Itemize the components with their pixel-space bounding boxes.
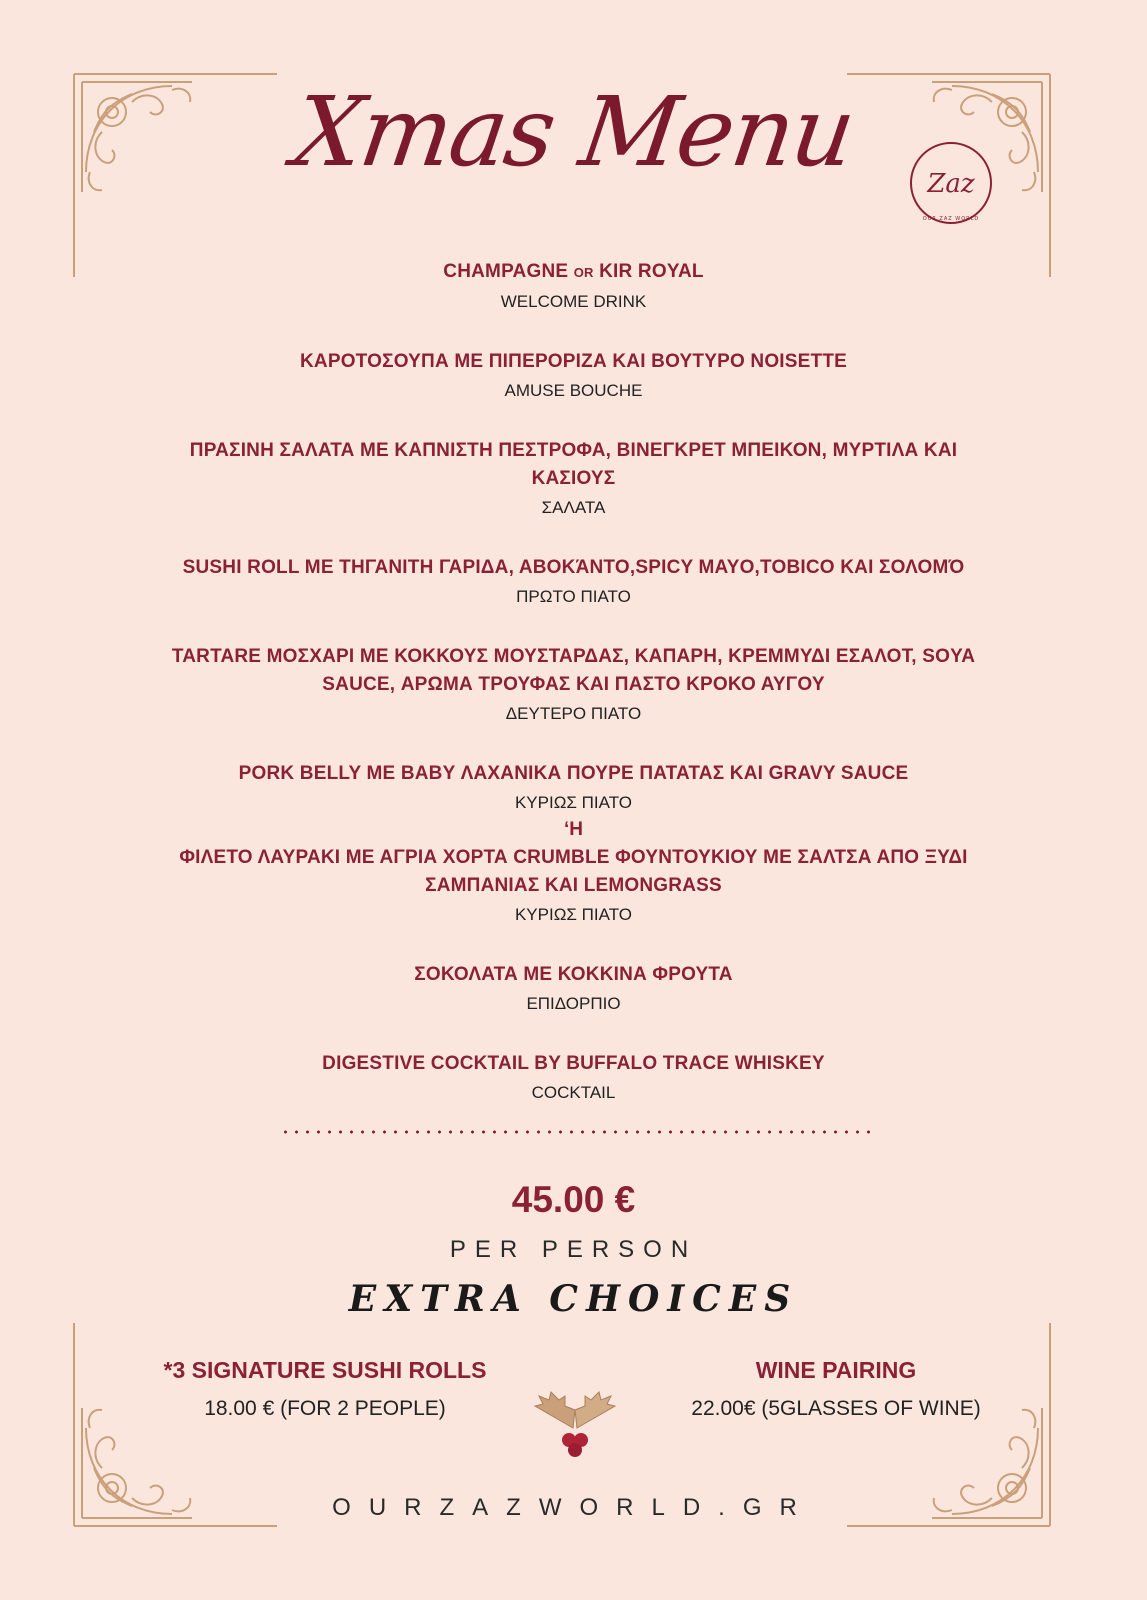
dish-name: DIGESTIVE COCKTAIL BY BUFFALO TRACE WHISKEY xyxy=(322,1053,825,1074)
course-second xyxy=(150,643,997,727)
course-category: WELCOME DRINK xyxy=(500,292,647,311)
extra-choices-heading: EXTRA CHOICES xyxy=(348,1278,799,1320)
course-dessert xyxy=(150,961,997,1017)
alt-dish-name-line-2: ΣΑΜΠΑΝΙΑΣ ΚΑΙ LEMONGRASS xyxy=(425,875,722,896)
logo-text: Zaz xyxy=(927,169,975,199)
course-welcome-drink xyxy=(150,258,997,315)
dish-name: ΚΑΡΟΤΟΣΟΥΠΑ ΜΕ ΠΙΠΕΡΟΡΙΖΑ ΚΑΙ ΒΟΥΤΥΡΟ NOISETTE xyxy=(299,351,848,372)
dish-or: OR xyxy=(573,265,594,280)
dish-name-line-1: TARTARE ΜΟΣΧΑΡΙ ΜΕ ΚΟΚΚΟΥΣ ΜΟΥΣΤΑΡΔΑΣ, ΚΑΠΑΡΗ, ΚΡΕΜΜΥΔΙ ΕΣΑΛΟΤ, SOYA xyxy=(171,646,976,667)
or-separator: ‘Η xyxy=(564,819,583,840)
extra-detail: 22.00€ (5GLASSES OF WINE) xyxy=(691,1397,981,1420)
dish-name-line-2: ΚΑΣΙΟΥΣ xyxy=(531,468,616,489)
course-cocktail xyxy=(150,1050,997,1106)
course-category: ΠΡΩΤΟ ΠΙΑΤΟ xyxy=(516,587,631,606)
website-link[interactable]: OURZAZWORLD.GR xyxy=(332,1494,815,1521)
dish-name: PORK BELLY ΜΕ BABY ΛΑΧΑΝΙΚΑ ΠΟΥΡΕ ΠΑΤΑΤΑΣ ΚΑΙ GRAVY SAUCE xyxy=(238,763,909,784)
course-category: ΚΥΡΙΩΣ ΠΙΑΤΟ xyxy=(514,793,633,812)
logo-ring-text: OUR ZAZ WORLD xyxy=(922,216,980,222)
course-category: ΣΑΛΑΤΑ xyxy=(541,498,606,517)
extra-wine-pairing xyxy=(646,1354,1026,1424)
course-main xyxy=(150,760,997,928)
per-person-label: PER PERSON xyxy=(449,1236,698,1263)
menu-price: 45.00 € xyxy=(511,1179,636,1220)
holly-icon xyxy=(525,1388,625,1458)
course-list xyxy=(150,258,997,1139)
course-first xyxy=(150,554,997,610)
course-category: ΔΕΥΤΕΡΟ ΠΙΑΤΟ xyxy=(505,704,642,723)
dish-name: ΣΟΚΟΛΑΤΑ ΜΕ ΚΟΚΚΙΝΑ ΦΡΟΥΤΑ xyxy=(414,964,733,985)
dish-name-line-1: ΠΡΑΣΙΝΗ ΣΑΛΑΤΑ ΜΕ ΚΑΠΝΙΣΤΗ ΠΕΣΤΡΟΦΑ, ΒΙΝΕΓΚΡΕΤ ΜΠΕΙΚΟΝ, ΜΥΡΤΙΛΑ ΚΑΙ xyxy=(189,440,958,461)
dotted-divider xyxy=(280,1130,870,1134)
dish-name-line-2: SAUCE, ΑΡΩΜΑ ΤΡΟΥΦΑΣ ΚΑΙ ΠΑΣΤΟ ΚΡΟΚΟ ΑΥΓΟΥ xyxy=(322,674,825,695)
dish-name xyxy=(150,258,997,287)
course-category: COCKTAIL xyxy=(531,1083,616,1102)
dish-name: SUSHI ROLL ΜΕ ΤΗΓΑΝΙΤΗ ΓΑΡΙΔΑ, ΑΒΟΚΆΝΤΟ,SPICY MAYO,TOBICO ΚΑΙ ΣΟΛΟΜΌ xyxy=(182,557,965,578)
extra-title: WINE PAIRING xyxy=(755,1357,917,1383)
course-salad xyxy=(150,437,997,521)
course-category: ΚΥΡΙΩΣ ΠΙΑΤΟ xyxy=(514,905,633,924)
course-amuse-bouche xyxy=(150,348,997,404)
extra-sushi-rolls xyxy=(135,1354,515,1424)
extra-detail: 18.00 € (FOR 2 PEOPLE) xyxy=(204,1397,446,1420)
alt-dish-name-line-1: ΦΙΛΕΤΟ ΛΑΥΡΑΚΙ ΜΕ ΑΓΡΙΑ ΧΟΡΤΑ CRUMBLE ΦΟΥΝΤΟΥΚΙΟΥ ΜΕ ΣΑΛΤΣΑ ΑΠΟ ΞΥΔΙ xyxy=(179,847,968,868)
menu-title-text: Xmas Menu xyxy=(287,76,860,188)
dish-part: CHAMPAGNE xyxy=(443,261,574,282)
course-category: AMUSE BOUCHE xyxy=(504,381,643,400)
course-category: ΕΠΙΔΟΡΠΙΟ xyxy=(526,994,621,1013)
dish-part: KIR ROYAL xyxy=(593,261,704,282)
zaz-logo xyxy=(906,138,996,228)
extra-title: *3 SIGNATURE SUSHI ROLLS xyxy=(163,1357,487,1383)
